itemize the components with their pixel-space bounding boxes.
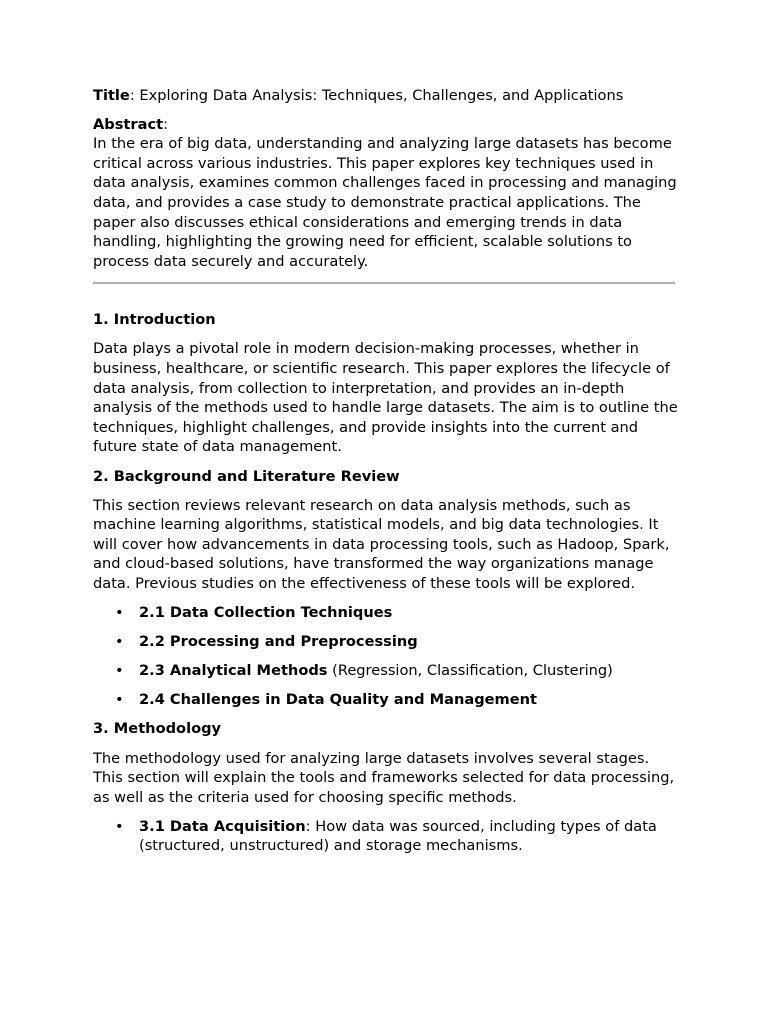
bullet-icon: • <box>115 633 124 651</box>
title-label: Title <box>93 87 130 104</box>
document-page <box>93 86 678 866</box>
methodology-text: The methodology used for analyzing large datasets involves several stages. This section will explain the tools and frameworks selected for data processing, as well as the criteria used for choosing specific methods. <box>93 749 675 806</box>
subsection-title: 2.4 Challenges in Data Quality and Management <box>139 691 538 709</box>
list-item <box>93 661 678 681</box>
abstract-heading <box>93 115 678 135</box>
abstract-colon: : <box>163 115 168 133</box>
subsection-title: 2.2 Processing and Preprocessing <box>139 633 418 651</box>
paper-title <box>93 86 678 106</box>
bullet-icon: • <box>115 817 124 835</box>
subsection-detail: (Regression, Classification, Clustering) <box>327 662 613 680</box>
subsection-title: 2.3 Analytical Methods <box>139 662 328 680</box>
list-item <box>93 603 678 623</box>
abstract-label: Abstract <box>93 115 164 133</box>
background-subsection-list <box>93 603 678 710</box>
bullet-icon: • <box>115 604 124 622</box>
subsection-title: 2.1 Data Collection Techniques <box>139 604 393 622</box>
background-text: This section reviews relevant research on data analysis methods, such as machine learning algorithms, statistical models, and big data technologies. It will cover how advancements in data processing tools, such as Hadoop, Spark, and cloud-based solutions, have transformed the way organizations manage data. Previous studies on the effectiveness of these tools will be explored. <box>93 496 670 592</box>
methodology-subsection-list <box>93 817 678 856</box>
subsection-title: 3.1 Data Acquisition <box>139 817 306 835</box>
introduction-text: Data plays a pivotal role in modern decision-making processes, whether in business, healthcare, or scientific research. This paper explores the lifecycle of data analysis, from collection to interpretation, and provides an in-depth analysis of the methods used to handle large datasets. The aim is to outline the techniques, highlight challenges, and provide insights into the current and future state of data management. <box>93 340 678 456</box>
list-item <box>93 817 678 856</box>
title-text: : Exploring Data Analysis: Techniques, Challenges, and Applications <box>129 87 624 104</box>
subsection-detail: : How data was sourced, including types of data (structured, unstructured) and storage mechanisms. <box>139 817 657 855</box>
bullet-icon: • <box>115 691 124 709</box>
list-item <box>93 632 678 652</box>
background-heading: 2. Background and Literature Review <box>93 467 400 485</box>
bullet-icon: • <box>115 662 124 680</box>
section-divider <box>93 282 675 284</box>
list-item <box>93 690 678 710</box>
introduction-heading: 1. Introduction <box>93 311 216 329</box>
abstract-text: In the era of big data, understanding and analyzing large datasets has become critical across various industries. This paper explores key techniques used in data analysis, examines common challenges faced in processing and managing data, and provides a case study to demonstrate practical applications. The paper also discusses ethical considerations and emerging trends in data handling, highlighting the growing need for efficient, scalable solutions to process data securely and accurately. <box>93 135 677 270</box>
methodology-heading: 3. Methodology <box>93 720 222 738</box>
